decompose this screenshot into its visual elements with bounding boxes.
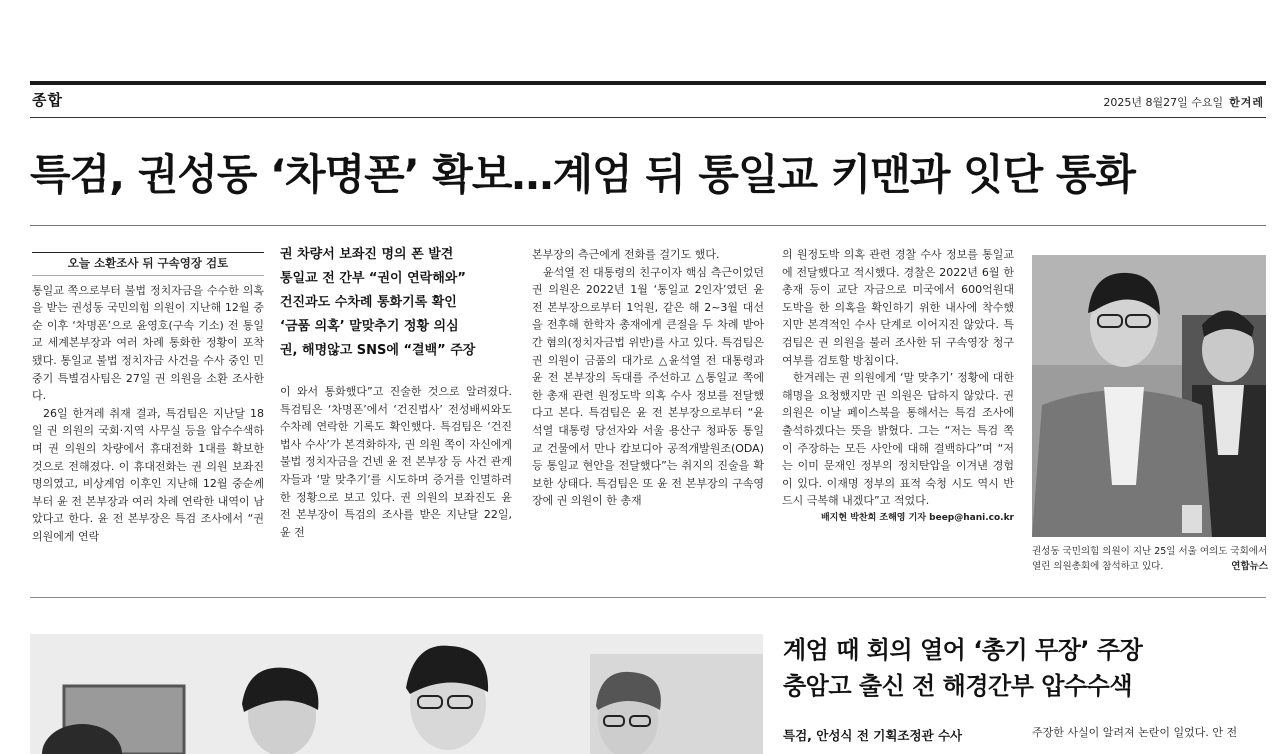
second-subhead: 특검, 안성식 전 기획조정관 수사: [783, 728, 963, 743]
paper-name: 한겨레: [1229, 96, 1264, 109]
photo-caption: [1032, 544, 1268, 574]
article-column-1: [32, 252, 264, 546]
paragraph: 통일교 쪽으로부터 불법 정치자금을 수수한 의혹을 받는 권성동 국민의힘 의원이 지난해 12월 중순 이후 ‘차명폰’으로 윤영호(구속 기소) 전 통일교 세계본부장과 여러 차례 통화한 정황이 포착됐다. 통일교 불법 정치자금 사건을 수사 중인 민중기 특별검사팀은 27일 권 의원을 소환 조사한다.: [32, 283, 264, 403]
top-rule: [30, 81, 1266, 85]
paragraph: 이 와서 통화했다”고 진술한 것으로 알려졌다. 특검팀은 ‘차명폰’에서 ‘건진법사’ 전성배씨와도 수차례 연락한 기록도 확인했다. 특검팀은 ‘건진법사 수사’가 본격화하자, 권 의원 쪽이 자신에게 불법 정치자금을 건넨 윤 전 본부장 등 사건 관계자들과 ‘말 맞추기’를 시도하며 증거를 인멸하려 한 정황으로 보고 있다. 권 의원의 보좌진도 윤 전 본부장이 특검의 조사를 받은 지난달 22일, 윤 전: [280, 385, 512, 539]
paragraph: 윤석열 전 대통령의 친구이자 핵심 측근이었던 권 의원은 2022년 1월 ‘통일교 2인자’였던 윤 전 본부장으로부터 1억원, 같은 해 2~3월 대선을 전후해 한학자 총재에게 큰절을 두 차례 받아 간 혐의(정치자금법 위반)를 사고 있다. 특검팀은 권 의원이 금품의 대가로 △윤석열 전 대통령과 윤 전 본부장의 독대를 주선하고 △통일교 쪽에 한 총재 관련 원정도박 의혹 수사 정보를 전달했다고 본다. 특검팀은 윤 전 본부장으로부터 “윤석열 대통령 당선자와 서울 용산구 청파동 통일교 건물에서 만나 캄보디아 공적개발원조(ODA) 등 통일교 현안을 전달했다”는 취지의 진술을 확보한 상태다. 특검팀은 또 윤 전 본부장의 구속영장에 권 의원이 한 총재: [532, 265, 764, 508]
article-column-4: [782, 246, 1014, 528]
header-rule: [30, 117, 1266, 118]
caption-text: 권성동 국민의힘 의원이 지난 25일 서울 여의도 국회에서 열린 의원총회에 참석하고 있다.: [1032, 546, 1268, 572]
second-headline: [783, 632, 1142, 704]
paragraph: 본부장의 측근에게 전화를 걸기도 했다.: [532, 248, 720, 261]
subhead-line: ‘금품 의혹’ 말맞추기 정황 의심: [280, 319, 459, 334]
issue-date: 2025년 8월27일 수요일: [1103, 96, 1224, 109]
subhead-line: 권, 해명않고 SNS에 “결백” 주장: [280, 343, 476, 358]
subhead-line: 권 차량서 보좌진 명의 폰 발견: [280, 247, 454, 262]
second-article-photo: [30, 634, 763, 754]
section-rule: [30, 597, 1266, 598]
byline: 배지현 박찬희 조해영 기자 beep@hani.co.kr: [820, 512, 1014, 523]
second-headline-line: 충암고 출신 전 해경간부 압수수색: [783, 672, 1132, 700]
article-photo: [1032, 255, 1266, 537]
paragraph: 한겨레는 권 의원에게 ‘말 맞추기’ 정황에 대한 해명을 요청했지만 권 의원은 답하지 않았다. 권 의원은 이날 페이스북을 통해서는 특검 조사에 출석하겠다는 뜻을 밝혔다. 그는 “저는 특검 쪽이 주장하는 모든 사안에 대해 결백하다”며 “저는 이미 문재인 정부의 정치탄압을 이겨낸 경험이 있다. 이재명 정부의 표적 숙청 시도 역시 반드시 극복해 내겠다”고 적었다.: [782, 371, 1014, 508]
headline-rule: [30, 225, 1266, 226]
kicker: 오늘 소환조사 뒤 구속영장 검토: [32, 252, 264, 276]
article-column-2: [280, 243, 512, 541]
subhead-line: 건진과도 수차례 통화기록 확인: [280, 295, 457, 310]
photo-group-icon: [30, 634, 763, 754]
section-label: 종합: [32, 91, 63, 109]
subhead-line: 통일교 전 간부 “권이 연락해와”: [280, 271, 466, 286]
article-column-3: [532, 246, 764, 510]
dateline: [1103, 94, 1264, 110]
main-headline: 특검, 권성동 ‘차명폰’ 확보…계엄 뒤 통일교 키맨과 잇단 통화: [30, 150, 1135, 199]
second-headline-line: 계엄 때 회의 열어 ‘총기 무장’ 주장: [783, 636, 1143, 664]
photo-credit: 연합뉴스: [1231, 561, 1268, 572]
second-article-text: 주장한 사실이 알려져 논란이 일었다. 안 전: [1032, 726, 1238, 739]
paragraph: 26일 한겨레 취재 결과, 특검팀은 지난달 18일 권 의원의 국회·지역 사무실 등을 압수수색하며 권 의원의 차량에서 휴대전화 1대를 확보한 것으로 전해졌다. 이 휴대전화는 권 의원 보좌진 명의였고, 비상계엄 이후인 지난해 12월 중순께부터 윤 전 본부장과 여러 차례 연락한 내역이 남았다고 한다. 윤 전 본부장은 특검 조사에서 “권 의원에게 연락: [32, 406, 264, 543]
subheads: [280, 243, 512, 363]
paragraph: 의 원정도박 의혹 관련 경찰 수사 정보를 통일교에 전달했다고 적시했다. 경찰은 2022년 6월 한 총재 등이 교단 자금으로 미국에서 600억원대 도박을 한 의혹을 확인하기 위한 내사에 착수했지만 본격적인 수사 단계로 이어지진 않았다. 특검팀은 권 의원을 불러 조사한 뒤 구속영장 청구 여부를 검토할 방침이다.: [782, 248, 1014, 367]
photo-person-suit-icon: [1032, 255, 1266, 537]
